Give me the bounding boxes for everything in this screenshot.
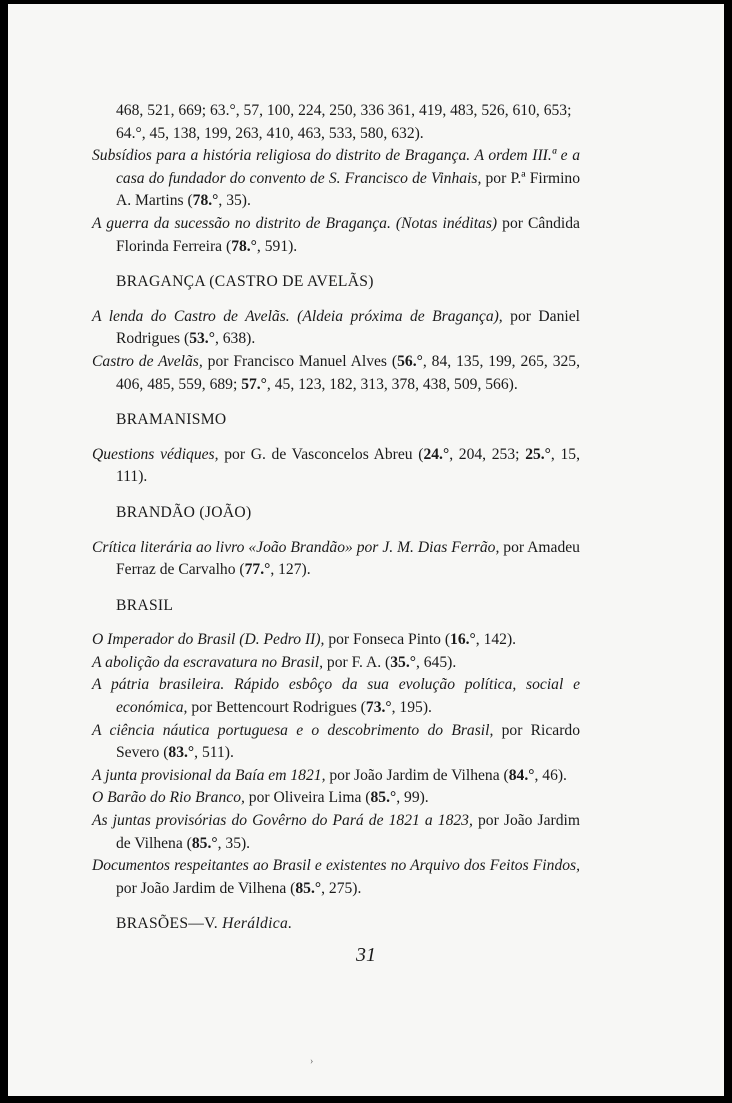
entry-author: por João Jardim de Vilhena (: [325, 766, 509, 784]
entry-pages: , 15, 111).: [116, 445, 581, 486]
entry-title: Documentos respeitantes ao Brasil e existentes no Arquivo dos Feitos Findos,: [92, 857, 580, 875]
entry-volume: 25.°: [525, 445, 551, 463]
entry-title: A lenda do Castro de Avelãs. (Aldeia próxima de Bragança),: [92, 307, 503, 325]
entry-title: Castro de Avelãs,: [92, 352, 203, 370]
entry-pages: , 35).: [217, 834, 251, 852]
entry-pages: , 645).: [415, 653, 457, 671]
entry-pages: , 195).: [391, 699, 432, 717]
entry-author: por João Jardim de Vilhena (: [116, 812, 580, 852]
entry-author: por Daniel Rodrigues (: [116, 307, 580, 348]
entry-pages: , 204, 253;: [449, 445, 526, 463]
entry-pages: , 142).: [475, 631, 517, 649]
entry-volume: 56.°: [397, 352, 423, 370]
continued-entry: [92, 100, 580, 145]
entry-author: por P.ª Firmino A. Martins (: [116, 169, 580, 210]
index-entry: [92, 306, 580, 351]
entry-author: por Fonseca Pinto (: [324, 631, 451, 649]
index-entry: [92, 213, 580, 258]
entry-author: por Cândida Florinda Ferreira (: [116, 214, 580, 255]
entry-volume: 78.°: [231, 237, 257, 255]
entry-author: por Bettencourt Rodrigues (: [187, 699, 366, 717]
entry-volume: 35.°: [390, 653, 416, 671]
index-entry: [92, 855, 580, 900]
entry-pages: , 638).: [214, 330, 256, 348]
index-entry: [92, 720, 580, 765]
entry-volume: 85.°: [295, 879, 322, 897]
entry-volume: 24.°: [423, 445, 450, 463]
section-heading: [116, 913, 580, 936]
section-heading: BRASIL: [116, 596, 174, 614]
entry-volume: 78.°: [192, 192, 219, 210]
index-entry: [92, 145, 580, 213]
entry-author: por Amadeu Ferraz de Carvalho (: [116, 538, 580, 579]
entry-pages: , 45, 123, 182, 313, 378, 438, 509, 566).: [266, 375, 518, 393]
entry-author: por Francisco Manuel Alves (: [202, 352, 398, 370]
index-entry: [92, 810, 580, 855]
index-entry: [92, 351, 580, 396]
entry-volume: 53.°: [189, 330, 215, 348]
entry-volume: 16.°: [450, 631, 476, 649]
entry-title: A abolição da escravatura no Brasil,: [92, 653, 324, 671]
entry-author: por Ricardo Severo (: [116, 721, 581, 762]
see-also-reference: Heráldica.: [222, 915, 293, 933]
entry-pages: , 275).: [321, 879, 362, 897]
entry-volume: 77.°: [244, 561, 271, 579]
entry-pages: , 46).: [534, 766, 567, 784]
page-number: 31: [356, 944, 376, 966]
index-entry: [92, 629, 580, 652]
entry-title: A pátria brasileira. Rápido esbôço da sua evolução política, social e económica,: [92, 676, 580, 717]
entry-volume: 85.°: [191, 834, 218, 852]
entry-volume: 83.°: [168, 744, 195, 762]
entry-title: Questions védiques,: [92, 445, 219, 463]
index-entry: [92, 765, 580, 788]
entry-pages: , 591).: [256, 237, 298, 255]
entry-author: por João Jardim de Vilhena (: [116, 879, 296, 897]
entry-pages: , 127).: [270, 561, 311, 579]
entry-volume: 85.°: [370, 789, 397, 807]
entry-title: A junta provisional da Baía em 1821,: [92, 766, 326, 784]
index-entry: [92, 444, 580, 489]
section-heading: BRANDÃO (JOÃO): [116, 503, 252, 521]
index-entry: [92, 787, 580, 810]
entry-title: O Imperador do Brasil (D. Pedro II),: [92, 631, 325, 649]
entry-title: A ciência náutica portuguesa e o descobrimento do Brasil,: [92, 721, 494, 739]
section-heading: BRAGANÇA (CASTRO DE AVELÃS): [116, 273, 374, 291]
speck-mark: ›: [310, 1056, 314, 1067]
entry-title: A guerra da sucessão no distrito de Bragança. (Notas inéditas): [92, 214, 498, 232]
see-also-heading: BRASÕES—V.: [116, 915, 218, 933]
entry-pages: , 84, 135, 199, 265, 325, 406, 485, 559, 689;: [116, 352, 580, 393]
entry-author: por F. A. (: [323, 653, 391, 671]
entry-title: Subsídios para a história religiosa do distrito de Bragança. A ordem III.ª e a casa do fundador do convento de S. Francisco de Vinhais,: [92, 147, 580, 187]
index-entry: [92, 674, 580, 719]
entry-volume: 84.°: [508, 766, 535, 784]
continued-line-1: 468, 521, 669; 63.°, 57, 100, 224, 250, 336 361, 419, 483, 526, 610, 653;: [116, 102, 572, 119]
entry-volume: 57.°: [241, 375, 267, 393]
page: [8, 4, 724, 1096]
entry-pages: , 99).: [396, 789, 429, 807]
entry-pages: , 35).: [218, 192, 251, 210]
entry-title: As juntas provisórias do Govêrno do Pará de 1821 a 1823,: [92, 812, 473, 830]
entry-pages: , 511).: [194, 744, 234, 762]
section-heading: BRAMANISMO: [116, 411, 227, 429]
entry-title: Crítica literária ao livro «João Brandão» por J. M. Dias Ferrão,: [92, 538, 500, 556]
entry-author: por G. de Vasconcelos Abreu (: [218, 445, 424, 463]
continued-line-2: 64.°, 45, 138, 199, 263, 410, 463, 533, 580, 632).: [116, 124, 424, 142]
index-entry: [92, 652, 580, 675]
entry-title: O Barão do Rio Branco,: [92, 789, 245, 807]
index-entry: [92, 537, 580, 582]
entry-author: por Oliveira Lima (: [244, 789, 371, 807]
index-column: [92, 100, 580, 948]
entry-volume: 73.°: [365, 699, 392, 717]
